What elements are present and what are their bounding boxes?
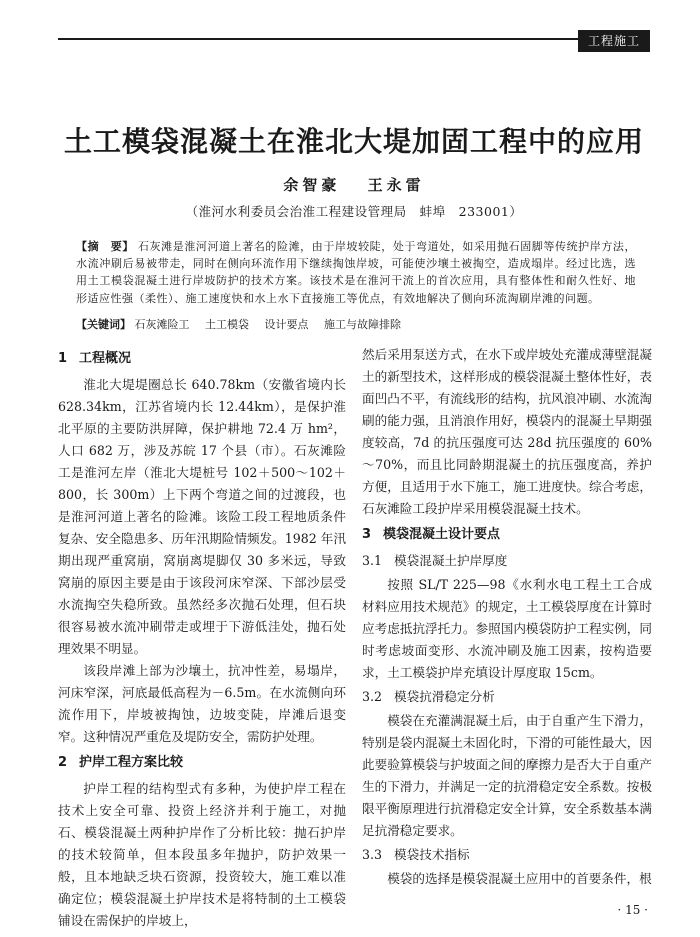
section-number: 1 bbox=[58, 351, 68, 366]
section-tag: 工程施工 bbox=[578, 30, 650, 52]
keyword: 设计要点 bbox=[264, 318, 309, 331]
paragraph: 按照 SL/T 225—98《水利水电工程土工合成材料应用技术规范》的规定，土工模袋厚度在计算时应考虑抵抗浮托力。参照国内模袋防护工程实例，同时考虑坡面变形、水流冲刷及施工因素，按构造要求，土工模袋护岸充填设计厚度取 15cm。 bbox=[362, 577, 652, 680]
subsection-number: 3.2 bbox=[362, 689, 383, 704]
paragraph: 然后采用泵送方式，在水下或岸坡处充灌成薄壁混凝土的新型技术，这样形成的模袋混凝土整体性好，表面凹凸不平，有流线形的结构，抗风浪冲刷、水流淘刷的能力强，且消浪作用好，模袋内的混凝土早期强度较高，7d 的抗压强度可达 28d 抗压强度的 60%～70%，而且比同龄期混凝土的抗压强度高，养护方便，且适用于水下施工，施工进度快。综合考虑，石灰滩险工段护岸采用模袋混凝土技术。 bbox=[362, 347, 652, 516]
section-heading bbox=[58, 752, 346, 774]
subsection-number: 3.1 bbox=[362, 553, 383, 568]
subsection-heading bbox=[362, 844, 652, 866]
section-number: 3 bbox=[362, 527, 372, 542]
paragraph: 模袋在充灌满混凝土后，由于自重产生下滑力，特别是袋内混凝土未固化时，下滑的可能性最大，因此要验算模袋与护坡面之间的摩擦力是否大于自重产生的下滑力，并满足一定的抗滑稳定安全系数。按极限平衡原理进行抗滑稳定安全计算，安全系数基本满足抗滑稳定要求。 bbox=[362, 713, 652, 838]
author-name: 王永雷 bbox=[367, 176, 425, 194]
header-rule bbox=[58, 38, 650, 40]
subsection-number: 3.3 bbox=[362, 847, 383, 862]
affiliation: （淮河水利委员会治淮工程建设管理局 蚌埠 233001） bbox=[185, 204, 523, 219]
right-column bbox=[362, 344, 652, 890]
author-list bbox=[58, 174, 650, 195]
section-heading bbox=[58, 348, 346, 370]
keyword: 土工模袋 bbox=[205, 318, 249, 331]
keyword: 石灰滩险工 bbox=[134, 318, 190, 331]
paragraph: 模袋的选择是模袋混凝土应用中的首要条件，根 bbox=[387, 871, 652, 886]
keywords bbox=[76, 316, 636, 333]
paragraph: 护岸工程的结构型式有多种，为使护岸工程在技术上安全可靠、投资上经济并利于施工，对抛石、模袋混凝土两种护岸作了分析比较：抛石护岸的技术较简单，但本段虽多年抛护，防护效果一般，且本地缺乏块石资源，投资较大，施工难以准确定位；模袋混凝土护岸技术是将特制的土工模袋铺设在需保护的岸坡上， bbox=[58, 781, 346, 928]
left-column bbox=[58, 344, 346, 932]
subsection-heading bbox=[362, 550, 652, 572]
abstract bbox=[76, 238, 636, 307]
keyword: 施工与故障排除 bbox=[324, 318, 401, 331]
section-title: 模袋混凝土设计要点 bbox=[383, 527, 501, 542]
subsection-title: 模袋混凝土护岸厚度 bbox=[394, 553, 508, 568]
paper-title: 土工模袋混凝土在淮北大堤加固工程中的应用 bbox=[63, 125, 644, 158]
section-number: 2 bbox=[58, 755, 68, 770]
paragraph: 该段岸滩上部为沙壤土，抗冲性差，易塌岸，河床窄深，河底最低高程为－6.5m。在水流侧向环流作用下，岸坡被掏蚀，边坡变陡，岸滩后退变窄。这种情况严重危及堤防安全，需防护处理。 bbox=[58, 663, 346, 744]
section-heading bbox=[362, 524, 652, 546]
subsection-title: 模袋抗滑稳定分析 bbox=[394, 689, 495, 704]
section-title: 护岸工程方案比较 bbox=[79, 755, 184, 770]
abstract-text: 石灰滩是淮河河道上著名的险滩，由于岸坡较陡，处于弯道处，如采用抛石固脚等传统护岸方法，水流冲刷后易被带走，同时在侧向环流作用下继续掏蚀岸坡，可能使沙壤土被掏空，造成塌岸。经过比选，选用土工模袋混凝土进行岸坡防护的技术方案。该技术是在淮河干流上的首次应用，具有整体性和耐久性好、地形适应性强（柔性）、施工速度快和水上水下直接施工等优点，有效地解决了侧向环流淘刷岸滩的问题。 bbox=[76, 240, 637, 305]
page-number: · 15 · bbox=[617, 903, 648, 917]
paragraph: 淮北大堤堤圈总长 640.78km（安徽省境内长 628.34km，江苏省境内长 12.44km），是保护淮北平原的主要防洪屏障，保护耕地 72.4 万 hm²，人口 682 万，涉及苏皖 17 个县（市）。石灰滩险工是淮河左岸（淮北大堤桩号 102＋500～102＋800，长 300m）上下两个弯道之间的过渡段，也是淮河河道上著名的险滩。该险工段工程地质条件复杂、安全隐患多、历年汛期险情频发。1982 年汛期出现严重窝崩，窝崩离堤脚仅 30 多米远，导致窝崩的原因主要是由于该段河床窄深、下部沙层受水流掏空失稳所致。虽然经多次抛石处理，但石块很容易被水流冲刷带走或埋于下游低洼处，抛石处理效果不明显。 bbox=[58, 377, 346, 656]
subsection-title: 模袋技术指标 bbox=[394, 847, 470, 862]
subsection-heading bbox=[362, 686, 652, 708]
keywords-label: 【关键词】 bbox=[76, 318, 131, 331]
author-name: 余智豪 bbox=[283, 176, 341, 194]
abstract-label: 【摘 要】 bbox=[76, 240, 134, 253]
section-title: 工程概况 bbox=[79, 351, 132, 366]
